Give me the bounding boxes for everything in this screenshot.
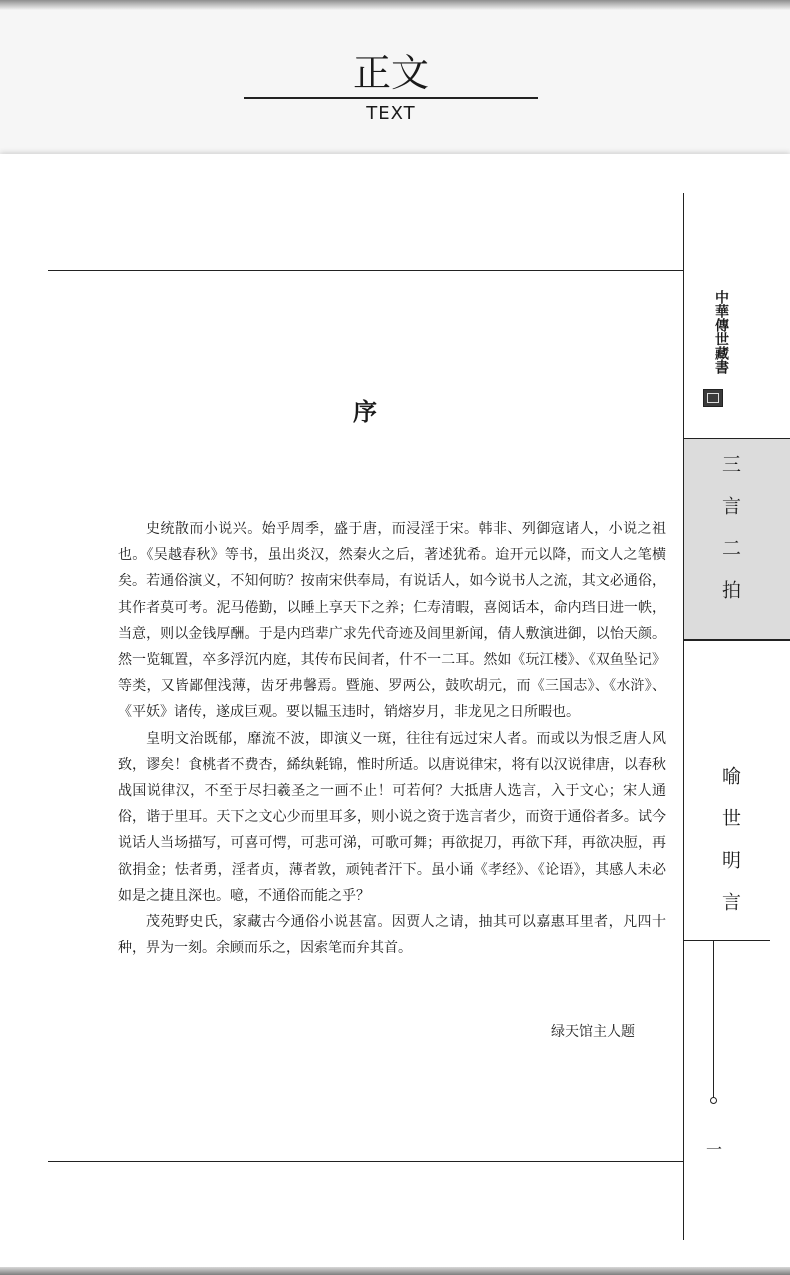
book-title-rule <box>684 940 770 941</box>
bottom-frame-rule <box>48 1161 683 1162</box>
sidebar-divider <box>683 193 684 1240</box>
series-title: 三言二拍 <box>719 454 741 622</box>
section-title: 正文 <box>352 51 429 95</box>
brand-text: 中華傳世藏書 <box>713 290 729 374</box>
preface-paragraph-2: 皇明文治既郁，靡流不波，即演义一斑，往往有远过宋人者。而或以为恨乏唐人风致，谬矣！食桃者不费杏，絺纨氉锦，惟时所适。以唐说律宋，将有以汉说律唐，以春秋战国说律汉，不至于尽扫羲圣之一画不止！可若何？大抵唐人选言，入于文心；宋人通俗，谐于里耳。天下之文心少而里耳多，则小说之资于选言者少，而资于通俗者多。试今说话人当场描写，可喜可愕，可悲可涕，可歌可舞；再欲捉刀，再欲下拜，再欲决脰，再欲捐金；怯者勇，淫者贞，薄者敦，顽钝者汗下。虽小诵《孝经》、《论语》，其感人未必如是之捷且深也。噫，不通俗而能之乎？ <box>118 730 666 904</box>
page-number: 一 <box>705 1140 722 1159</box>
top-shadow <box>0 0 790 10</box>
page-marker-circle-icon <box>710 1097 717 1104</box>
bottom-shadow <box>0 1267 790 1275</box>
series-box-bottom-rule <box>684 639 790 641</box>
preface-paragraph-1: 史统散而小说兴。始乎周季，盛于唐，而浸淫于宋。韩非、列御寇诸人，小说之祖也。《吴越春秋》等书，虽出炎汉，然秦火之后，著述犹希。迨开元以降，而文人之笔横矣。若通俗演义，不知何昉？按南宋供奉局，有说话人，如今说书人之流，其文必通俗，其作者莫可考。泥马倦勤，以睡上享天下之养；仁寿清暇，喜阅话本，命内珰日进一帙，当意，则以金钱厚酬。于是内珰辈广求先代奇迹及闾里新闻，倩人敷演进御，以怡天颜。然一览辄置，卒多浮沉内庭，其传布民间者，什不一二耳。然如《玩江楼》、《双鱼坠记》等类，又皆鄙俚浅薄，齿牙弗馨焉。暨施、罗两公，鼓吹胡元，而《三国志》、《水浒》、《平妖》诸传，遂成巨观。要以韫玉违时，销熔岁月，非龙见之日所暇也。 <box>118 521 666 721</box>
top-frame-rule <box>48 270 683 271</box>
preface-title: 序 <box>353 397 377 426</box>
book-title: 喻世明言 <box>719 766 741 934</box>
seal-icon <box>703 389 723 407</box>
preface-body <box>118 516 666 961</box>
preface-signature: 绿天馆主人题 <box>551 1024 635 1040</box>
section-title-rule <box>244 97 538 99</box>
page-marker-line <box>713 940 714 1098</box>
section-subtitle: TEXT <box>366 103 416 124</box>
preface-paragraph-3: 茂苑野史氏，家藏古今通俗小说甚富。因贾人之请，抽其可以嘉惠耳里者，凡四十种，畀为一刻。余顾而乐之，因索笔而弁其首。 <box>118 914 666 957</box>
